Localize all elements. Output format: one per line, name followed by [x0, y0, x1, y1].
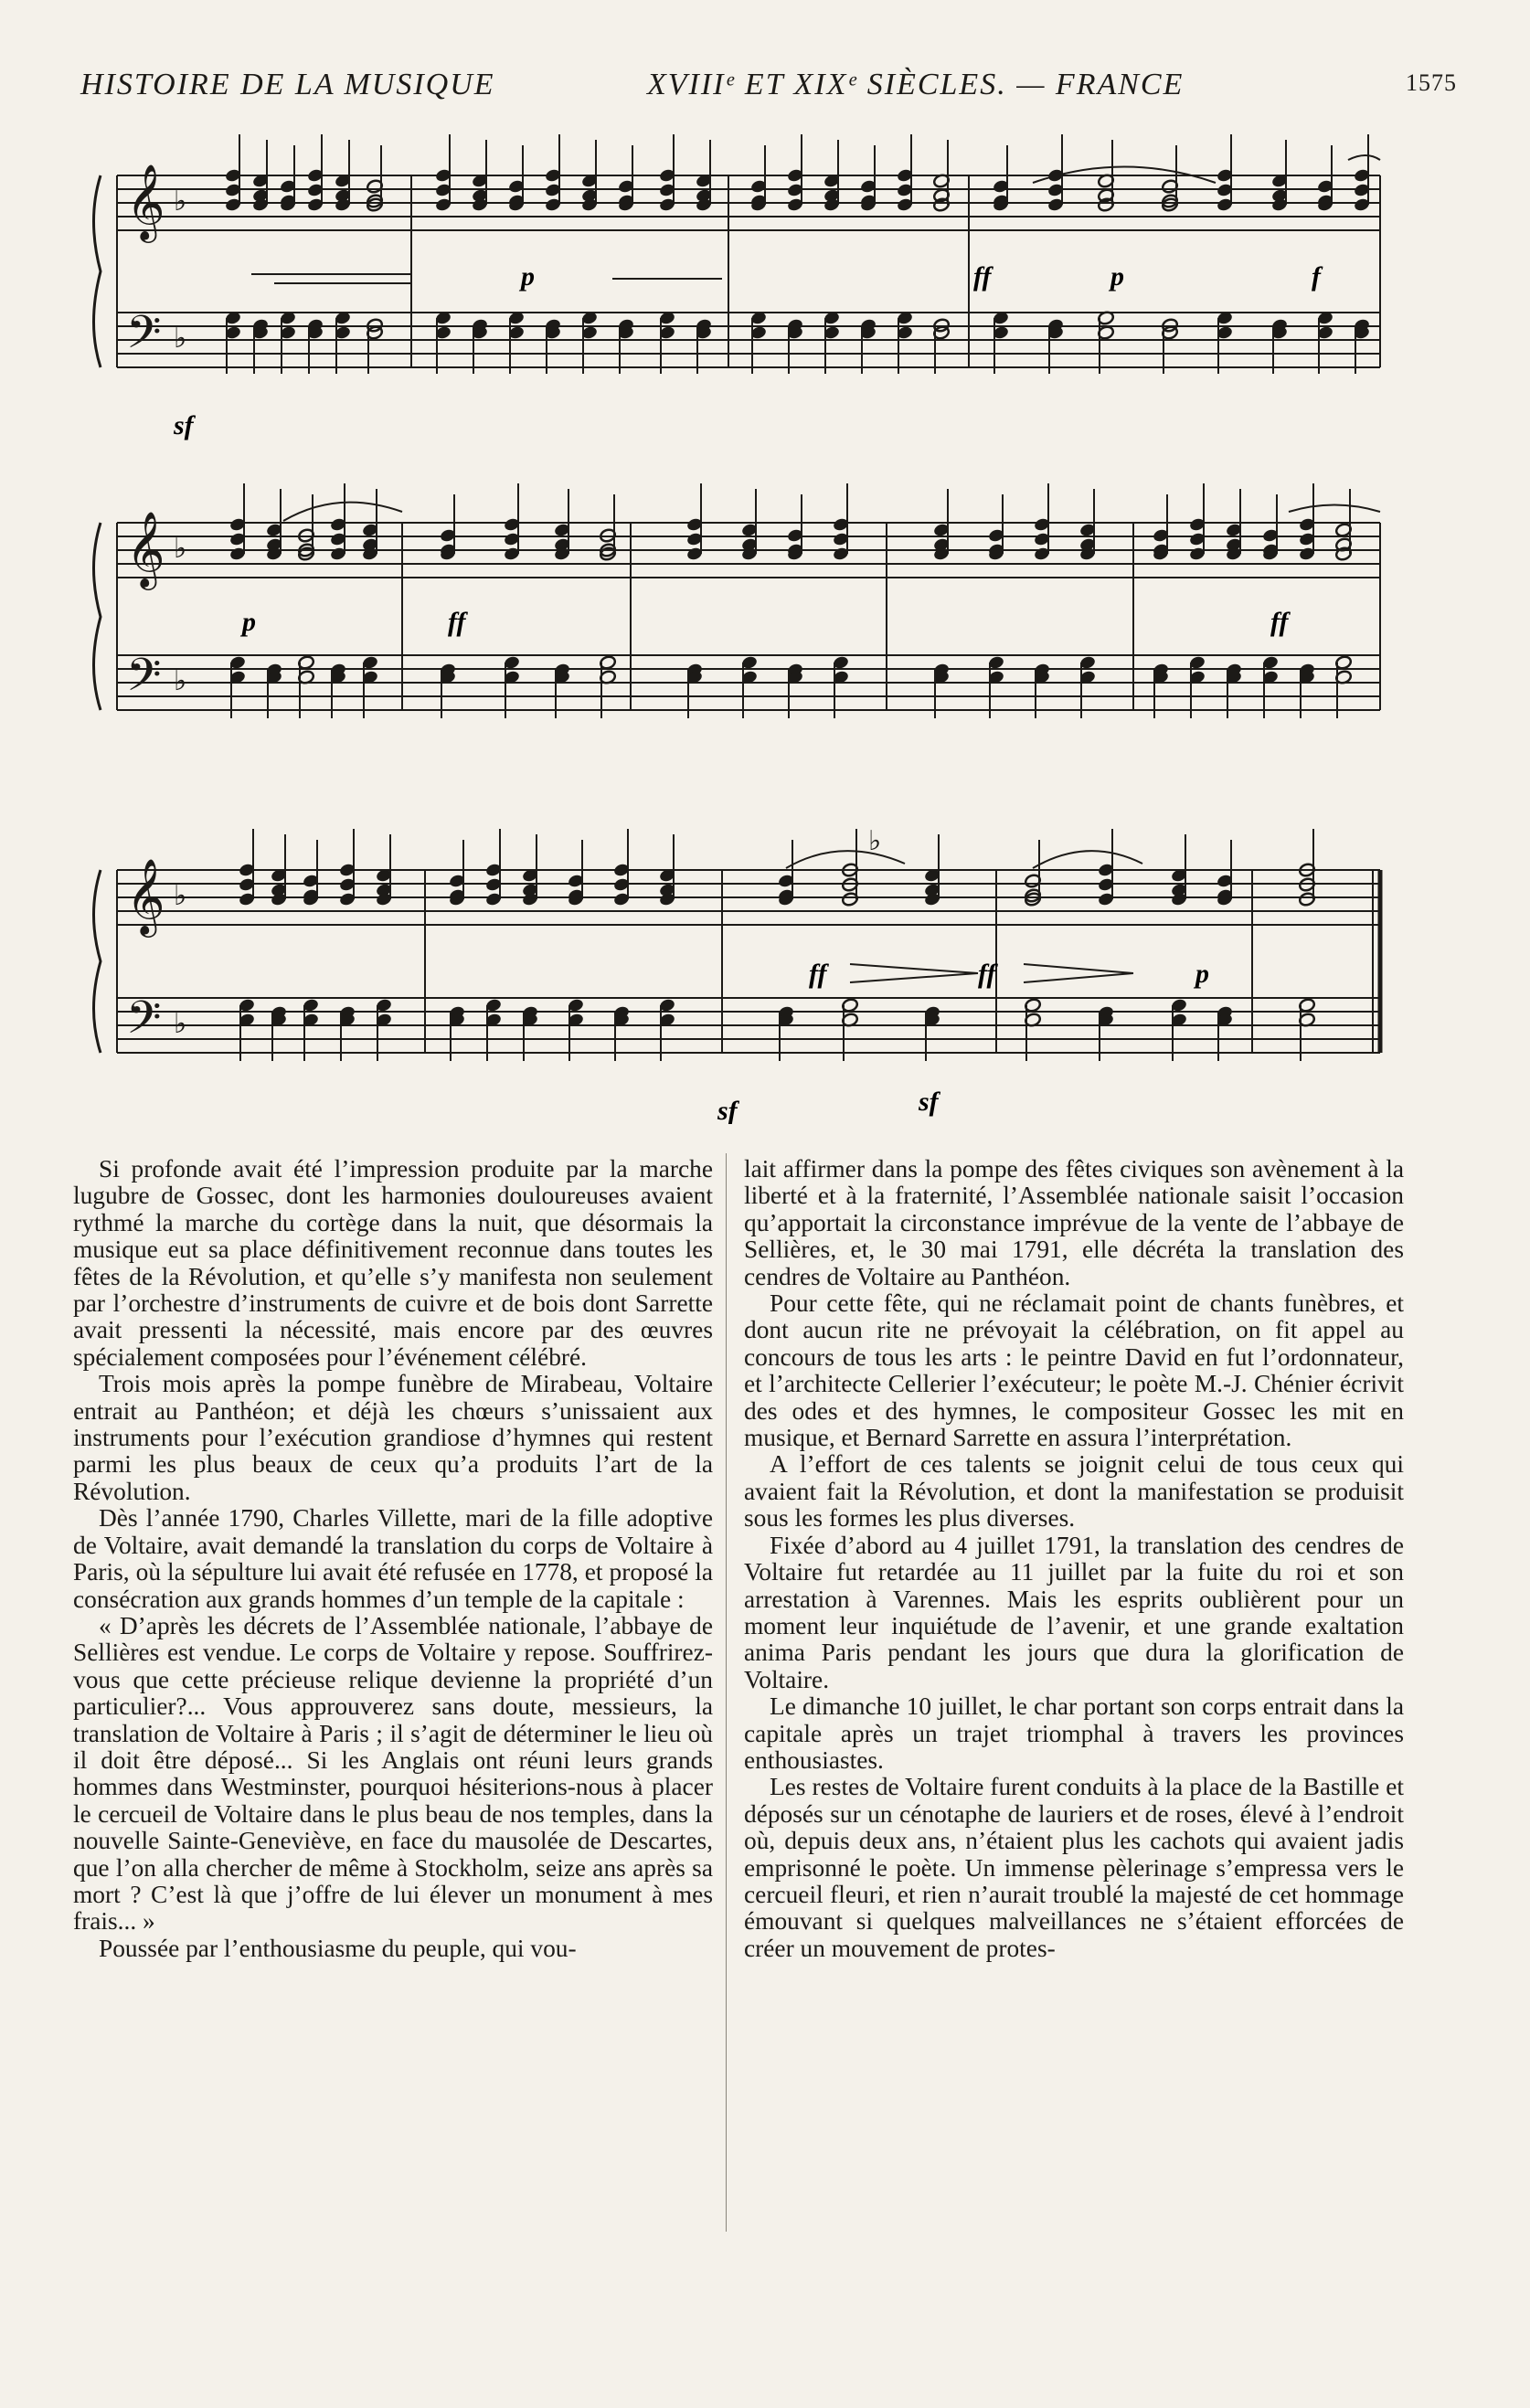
svg-text:𝄢: 𝄢: [126, 992, 162, 1055]
music-system-1: [64, 110, 1435, 466]
paragraph: Fixée d’abord au 4 juillet 1791, la translation des cendres de Voltaire fut retardée au 11 juillet par la fuite du roi et son arrestation à Varennes. Mais les esprits oublièrent pour un moment leur inquiétude de l’avenir, et une grande exaltation anima Paris pendant les jours que dura la glorification de Voltaire.: [744, 1531, 1404, 1693]
dynamic-marking: p: [242, 607, 256, 637]
dynamic-marking: f: [1312, 261, 1321, 292]
paragraph: Pour cette fête, qui ne réclamait point de chants funèbres, et dont aucun rite ne prévoyait la célébration, on fit appel au concours de tous les arts : le peintre David en fut l’ordonnateur, et l’architecte Cellerier l’exécuteur; le poète M.-J. Chénier écrivit des odes et des hymnes, le compositeur Gossec les mit en musique, et Bernard Sarrette en assura l’interprétation.: [744, 1289, 1404, 1452]
svg-text:♭: ♭: [174, 665, 187, 697]
svg-text:♭: ♭: [174, 323, 187, 355]
paragraph: Les restes de Voltaire furent conduits à la place de la Bastille et déposés sur un cénotaphe de lauriers et de roses, élevé à l’endroit où, depuis deux ans, n’étaient plus les cachots qui avaient jadis emprisonné le poète. Un immense pèlerinage s’empressa vers le cercueil fleuri, et rien n’aurait troublé la majesté de cet hommage émouvant si quelques malveillances ne s’étaient efforcées de créer un mouvement de protes-: [744, 1773, 1404, 1962]
dynamic-marking: ff: [809, 959, 827, 989]
dynamic-marking: ff: [448, 607, 466, 637]
svg-text:𝄢: 𝄢: [126, 649, 162, 713]
dynamic-marking: p: [1110, 261, 1124, 292]
column-divider: [726, 1153, 727, 2232]
paragraph: Poussée par l’enthousiasme du peuple, qui vou-: [99, 1934, 577, 1962]
svg-text:♭: ♭: [174, 1008, 187, 1040]
dynamic-marking: p: [521, 261, 535, 292]
music-system-3: [64, 813, 1435, 1124]
dynamic-marking: p: [1195, 959, 1209, 989]
dynamic-marking: sf: [919, 1087, 939, 1117]
svg-text:𝄞: 𝄞: [126, 857, 165, 934]
running-header: [80, 68, 1457, 110]
paragraph: lait affirmer dans la pompe des fêtes civiques son avènement à la liberté et à la fraternité, l’Assemblée nationale saisit l’occasion qu’apportait la circonstance imprévue de la vente de l’abbaye de Sellières, et, le 30 mai 1791, elle décréta la translation des cendres de Voltaire au Panthéon.: [744, 1155, 1404, 1290]
dynamic-marking: ff: [973, 261, 992, 292]
dynamic-marking: ff: [1270, 607, 1289, 637]
dynamic-marking: sf: [174, 410, 194, 440]
text-column-right: [744, 1156, 1404, 1962]
svg-text:♭: ♭: [174, 186, 187, 217]
svg-text:𝄢: 𝄢: [126, 306, 162, 370]
page-number: 1575: [1406, 69, 1457, 96]
svg-text:𝄞: 𝄞: [126, 163, 165, 239]
svg-text:𝄞: 𝄞: [126, 510, 165, 587]
paragraph: Dès l’année 1790, Charles Villette, mari de la fille adoptive de Voltaire, avait demandé la translation du corps de Voltaire à Paris, où la sépulture lui avait été refusée en 1778, et proposé la consécration aux grands hommes d’un temple de la capitale :: [73, 1504, 713, 1613]
paragraph: Le dimanche 10 juillet, le char portant son corps entrait dans la capitale après un trajet triomphal à travers les provinces enthousiastes.: [744, 1692, 1404, 1774]
dynamic-marking: ff: [978, 959, 996, 989]
text-column-left: [73, 1156, 713, 1962]
paragraph: Si profonde avait été l’impression produite par la marche lugubre de Gossec, dont les harmonies douloureuses avaient rythmé la marche du cortège dans la nuit, que désormais la musique eut sa place définitivement reconnue dans toutes les fêtes de la Révolution, et qu’elle s’y manifesta non seulement par l’orchestre d’instruments de cuivre et de bois dont Sarrette avait pressenti la nécessité, mais encore par des œuvres spécialement composées pour l’événement célébré.: [73, 1155, 713, 1371]
svg-text:♭: ♭: [174, 533, 187, 565]
dynamic-marking: sf: [717, 1096, 738, 1124]
quotation: « D’après les décrets de l’Assemblée nationale, l’abbaye de Sellières est vendue. Le corps de Voltaire y repose. Souffrirez-vous que cette précieuse relique devienne la propriété d’un particulier?... Vous approuverez sans doute, messieurs, la translation de Voltaire à Paris ; il s’agit de déterminer le lieu où il doit être déposé... Si les Anglais ont réuni leurs grands hommes dans Westminster, pourquoi hésiterions-nous à placer le cercueil de Voltaire dans le plus beau de nos temples, dans la nouvelle Sainte-Geneviève, en face du mausolée de Descartes, que l’on alla chercher de même à Stockholm, seize ans après sa mort ? C’est là que j’offre de lui élever un monument à mes frais... »: [73, 1611, 713, 1936]
header-section-title: XVIIIᵉ ET XIXᵉ SIÈCLES. — FRANCE: [647, 68, 1185, 101]
paragraph: A l’effort de ces talents se joignit celui de tous ceux qui avaient fait la Révolution, et dont la manifestation se produisit sous les formes les plus diverses.: [744, 1450, 1404, 1533]
paragraph: Trois mois après la pompe funèbre de Mirabeau, Voltaire entrait au Panthéon; et déjà les chœurs s’unissaient aux instruments pour l’exécution grandiose d’hymnes qui restent parmi les plus beaux de ceux qu’a produits l’art de la Révolution.: [73, 1370, 713, 1505]
music-system-2: [64, 475, 1435, 768]
svg-text:♭: ♭: [174, 880, 187, 912]
svg-text:♭: ♭: [868, 825, 882, 857]
header-book-title: HISTOIRE DE LA MUSIQUE: [80, 68, 495, 101]
